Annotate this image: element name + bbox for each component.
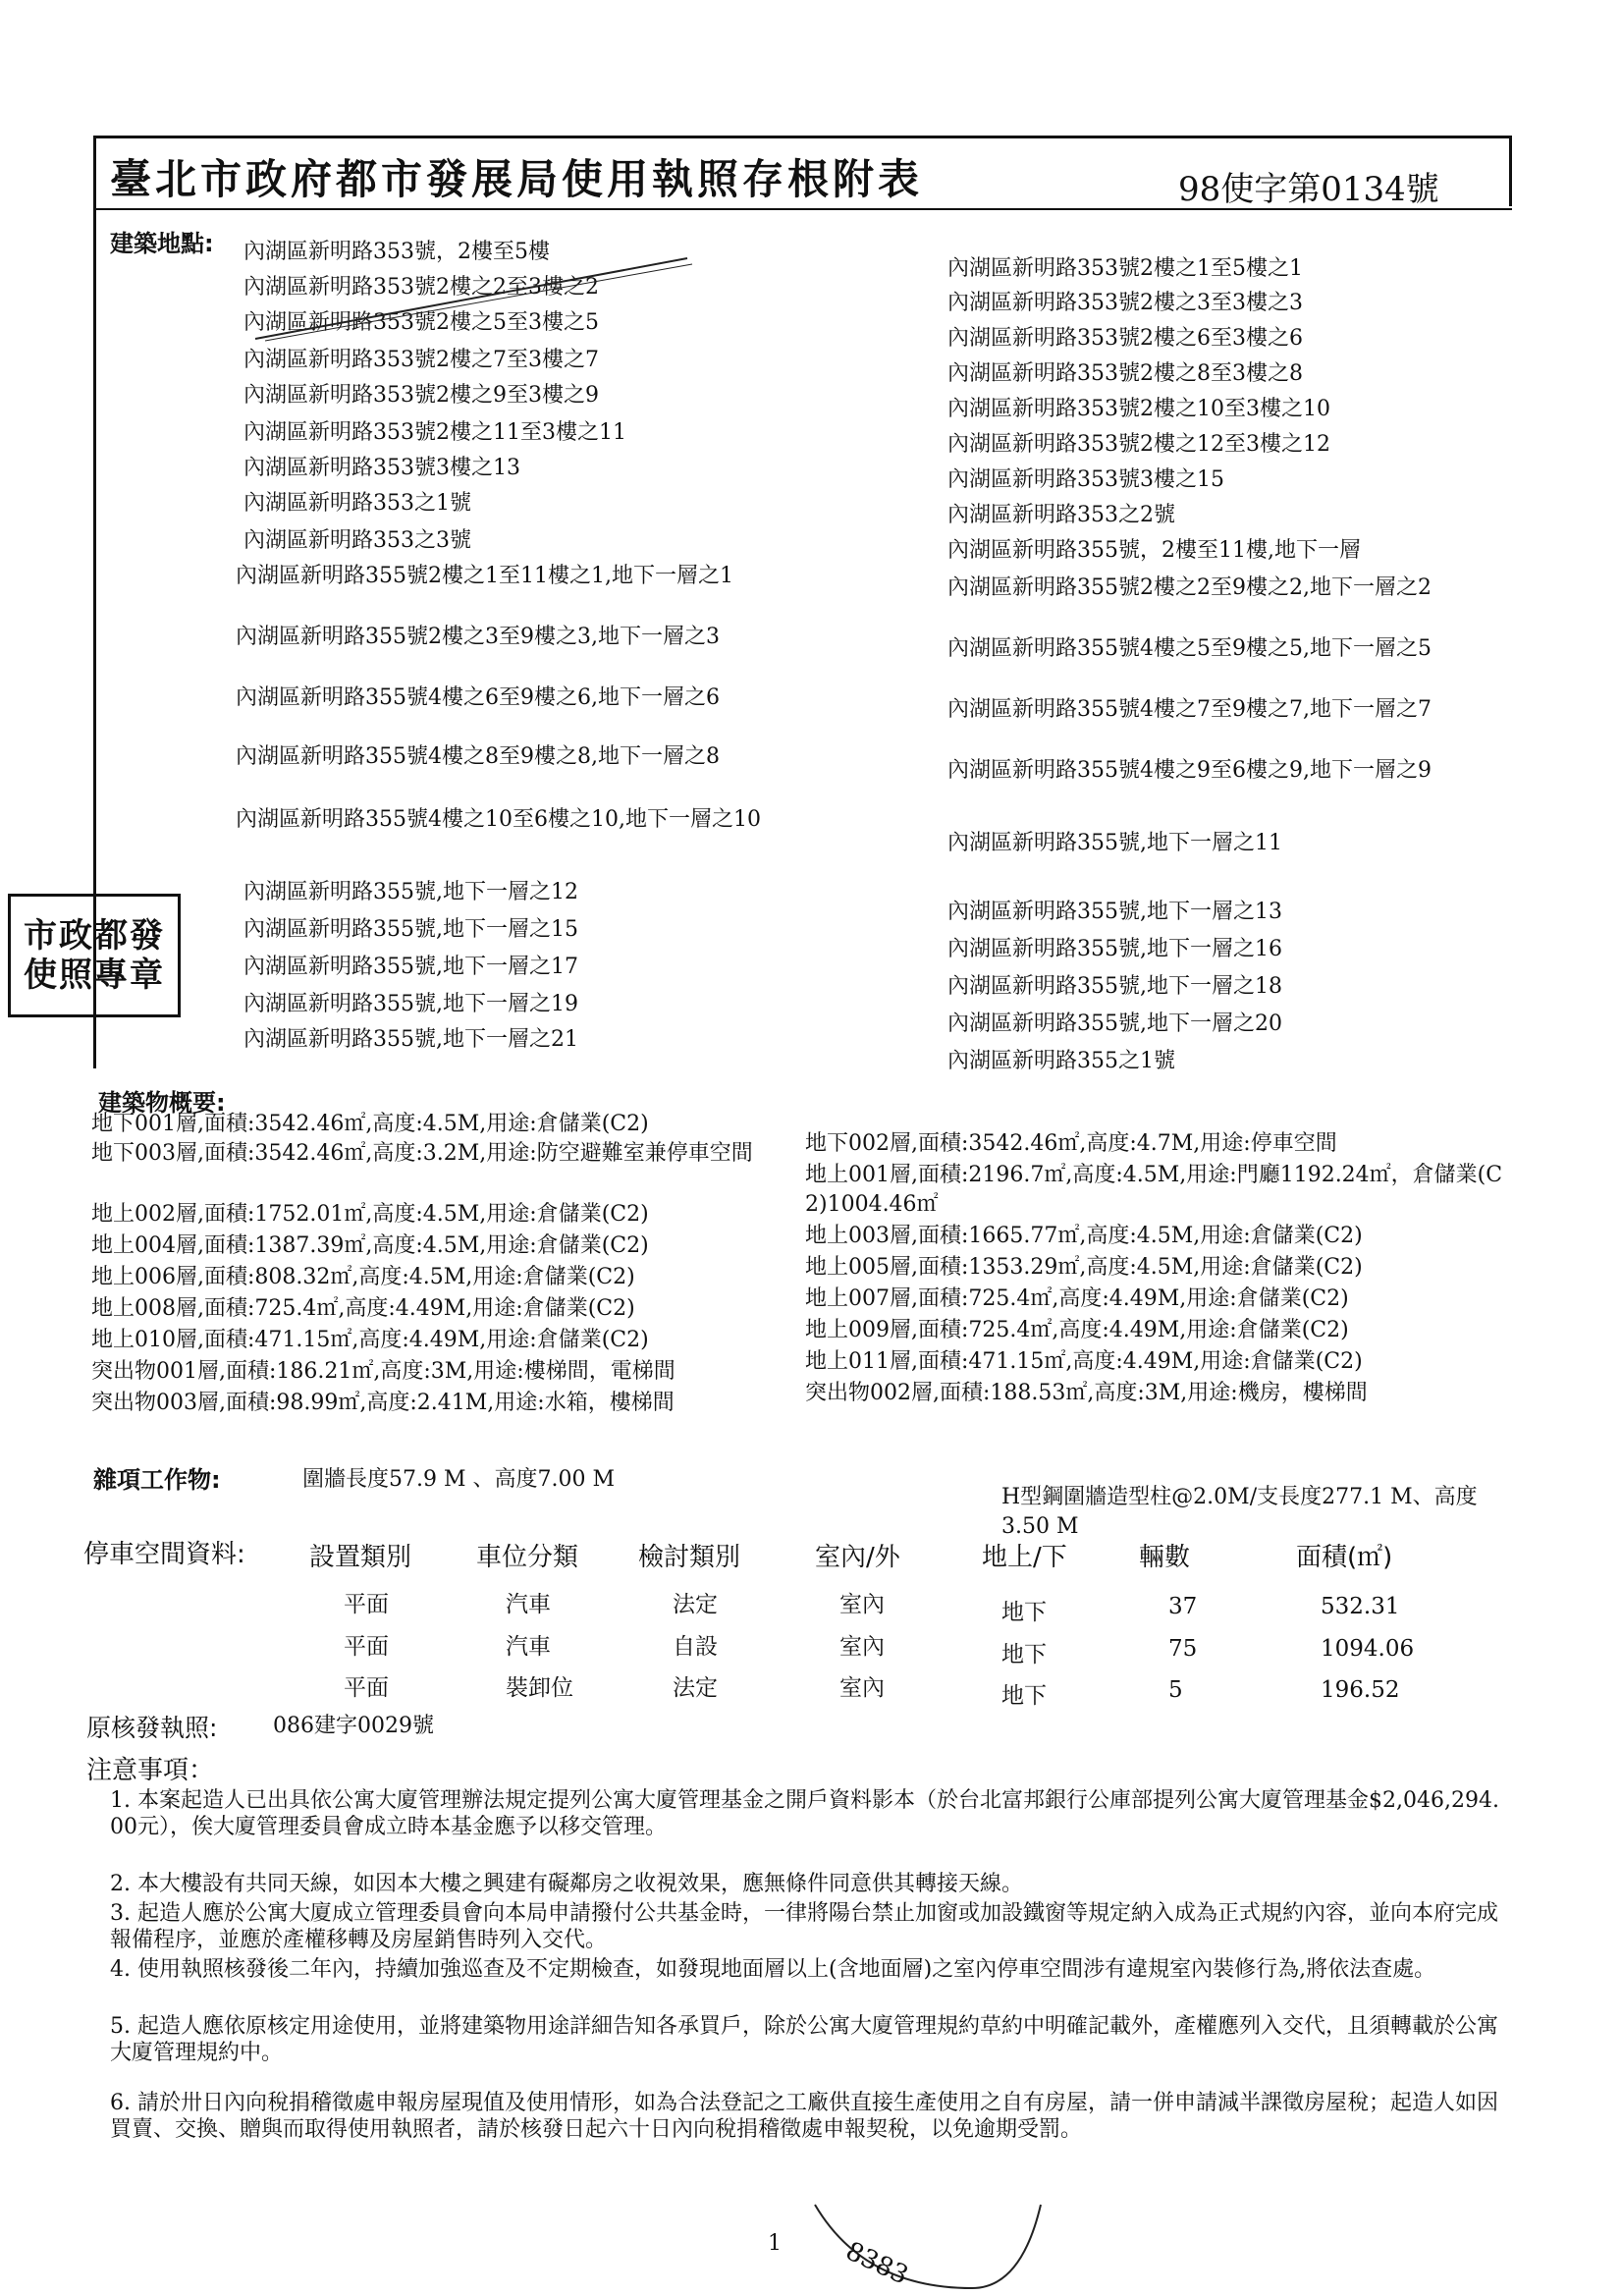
diagonal-stamp-mark xyxy=(236,250,697,344)
header-frame-top xyxy=(93,136,1512,138)
overview-right-item: 地上009層,面積:725.4㎡,高度:4.49M,用途:倉儲業(C2) xyxy=(805,1318,1349,1342)
parking-header-cell: 面積(㎡) xyxy=(1296,1543,1393,1572)
parking-cell: 汽車 xyxy=(506,1592,551,1617)
original-permit-label: 原核發執照: xyxy=(86,1714,218,1742)
location-left-item: 內湖區新明路355號2樓之1至11樓之1,地下一層之1 xyxy=(236,564,733,588)
parking-cell: 75 xyxy=(1168,1636,1198,1662)
location-left-item: 內湖區新明路355號,地下一層之19 xyxy=(243,992,578,1016)
footer-stamp-number: 8383 xyxy=(840,2236,913,2291)
location-right-item: 內湖區新明路355號,地下一層之13 xyxy=(947,900,1282,924)
location-right-item: 內湖區新明路355號，2樓至11樓,地下一層 xyxy=(947,538,1361,563)
parking-cell: 5 xyxy=(1168,1677,1183,1703)
parking-cell: 法定 xyxy=(673,1675,718,1701)
parking-header-cell: 設置類別 xyxy=(309,1543,412,1572)
location-right-item: 內湖區新明路355號,地下一層之11 xyxy=(947,831,1282,855)
parking-header-cell: 地上/下 xyxy=(982,1543,1067,1572)
overview-left-item: 地下001層,面積:3542.46㎡,高度:4.5M,用途:倉儲業(C2) xyxy=(91,1112,649,1136)
parking-header-cell: 檢討類別 xyxy=(638,1543,741,1572)
location-right-item: 內湖區新明路355號,地下一層之18 xyxy=(947,974,1282,999)
parking-label: 停車空間資料: xyxy=(83,1540,245,1569)
location-left-item: 內湖區新明路353之1號 xyxy=(243,491,471,516)
misc-right-text: H型鋼圍牆造型柱@2.0M/支長度277.1 M、高度3.50 M xyxy=(1001,1485,1478,1539)
misc-label: 雜項工作物: xyxy=(93,1466,221,1494)
official-seal: 市政都發 使照專章 xyxy=(8,894,181,1017)
permit-number: 98使字第0134號 xyxy=(1178,170,1439,209)
location-right-item: 內湖區新明路355之1號 xyxy=(947,1049,1175,1073)
location-right-item: 內湖區新明路355號4樓之5至9樓之5,地下一層之5 xyxy=(947,636,1432,661)
note-item: 2. 本大樓設有共同天線，如因本大樓之興建有礙鄰房之收視效果，應無條件同意供其轉接天線。 xyxy=(110,1872,1023,1896)
parking-cell: 平面 xyxy=(344,1592,389,1617)
location-right-item: 內湖區新明路353號2樓之10至3樓之10 xyxy=(947,397,1330,421)
parking-cell: 裝卸位 xyxy=(506,1675,573,1701)
location-left-item: 內湖區新明路353號2樓之9至3樓之9 xyxy=(243,383,599,408)
location-left-item: 內湖區新明路355號,地下一層之15 xyxy=(243,917,578,942)
note-item: 6. 請於卅日內向稅捐稽徵處申報房屋現值及使用情形，如為合法登記之工廠供直接生產使用之自有房屋，請一併申請減半課徵房屋稅；起造人如因買賣、交換、贈與而取得使用執照者，請於核發日起六十日內向稅捐稽徵處申報契稅，以免逾期受罰。 xyxy=(110,2091,1498,2142)
parking-cell: 平面 xyxy=(344,1634,389,1660)
overview-label: 建築物概要: xyxy=(98,1089,226,1117)
location-left-item: 內湖區新明路353號3樓之13 xyxy=(243,456,520,480)
location-right-item: 內湖區新明路355號4樓之7至9樓之7,地下一層之7 xyxy=(947,697,1432,722)
original-permit-value: 086建字0029號 xyxy=(273,1714,434,1738)
note-item: 3. 起造人應於公寓大廈成立管理委員會向本局申請撥付公共基金時，一律將陽台禁止加窗或加設鐵窗等規定納入成為正式規約內容，並向本府完成報備程序，並應於產權移轉及房屋銷售時列入交代。 xyxy=(110,1901,1498,1952)
location-left-item: 內湖區新明路353號，2樓至5樓 xyxy=(243,240,550,264)
overview-right-item: 地下002層,面積:3542.46㎡,高度:4.7M,用途:停車空間 xyxy=(805,1131,1337,1156)
location-left-item: 內湖區新明路353之3號 xyxy=(243,528,471,553)
overview-left-item: 突出物003層,面積:98.99㎡,高度:2.41M,用途:水箱，樓梯間 xyxy=(91,1391,675,1415)
overview-left-item: 地下003層,面積:3542.46㎡,高度:3.2M,用途:防空避難室兼停車空間 xyxy=(91,1141,753,1166)
parking-cell: 法定 xyxy=(673,1592,718,1617)
overview-right-item: 突出物002層,面積:188.53㎡,高度:3M,用途:機房，樓梯間 xyxy=(805,1381,1368,1405)
location-left-item: 內湖區新明路353號2樓之5至3樓之5 xyxy=(243,310,599,335)
location-left-item: 內湖區新明路353號2樓之2至3樓之2 xyxy=(243,275,599,300)
location-right-item: 內湖區新明路353號2樓之6至3樓之6 xyxy=(947,326,1303,351)
overview-left-item: 地上010層,面積:471.15㎡,高度:4.49M,用途:倉儲業(C2) xyxy=(91,1328,649,1352)
location-left-item: 內湖區新明路355號4樓之8至9樓之8,地下一層之8 xyxy=(236,744,720,769)
overview-right-item: 地上011層,面積:471.15㎡,高度:4.49M,用途:倉儲業(C2) xyxy=(805,1349,1363,1374)
location-left-item: 內湖區新明路355號4樓之10至6樓之10,地下一層之10 xyxy=(236,807,761,832)
notes-label: 注意事項： xyxy=(86,1756,215,1785)
overview-left-item: 突出物001層,面積:186.21㎡,高度:3M,用途:樓梯間，電梯間 xyxy=(91,1359,675,1384)
location-right-item: 內湖區新明路355號4樓之9至6樓之9,地下一層之9 xyxy=(947,758,1432,783)
misc-left-text: 圍牆長度57.9 M 、高度7.00 M xyxy=(302,1467,616,1492)
overview-left-item: 地上002層,面積:1752.01㎡,高度:4.5M,用途:倉儲業(C2) xyxy=(91,1202,649,1227)
footer-stamp-mark xyxy=(805,2195,1051,2293)
overview-left-item: 地上004層,面積:1387.39㎡,高度:4.5M,用途:倉儲業(C2) xyxy=(91,1233,649,1258)
parking-cell: 地下 xyxy=(1001,1600,1047,1625)
location-left-item: 內湖區新明路353號2樓之11至3樓之11 xyxy=(243,420,626,445)
location-right-item: 內湖區新明路355號2樓之2至9樓之2,地下一層之2 xyxy=(947,575,1432,600)
overview-right-item: 地上001層,面積:2196.7㎡,高度:4.5M,用途:門廳1192.24㎡，倉儲業(C2)1004.46㎡ xyxy=(805,1163,1503,1217)
parking-cell: 1094.06 xyxy=(1321,1636,1415,1662)
note-item: 4. 使用執照核發後二年內，持續加強巡查及不定期檢查，如發現地面層以上(含地面層)之室內停車空間涉有違規室內裝修行為,將依法查處。 xyxy=(110,1957,1436,1982)
location-right-item: 內湖區新明路355號,地下一層之16 xyxy=(947,937,1282,961)
parking-cell: 平面 xyxy=(344,1675,389,1701)
overview-right-item: 地上007層,面積:725.4㎡,高度:4.49M,用途:倉儲業(C2) xyxy=(805,1286,1349,1311)
location-right-item: 內湖區新明路353號2樓之12至3樓之12 xyxy=(947,432,1330,457)
parking-cell: 室內 xyxy=(839,1675,885,1701)
parking-header-cell: 室內/外 xyxy=(815,1543,900,1572)
note-item: 5. 起造人應依原核定用途使用，並將建築物用途詳細告知各承買戶，除於公寓大廈管理規約草約中明確記載外，產權應列入交代，且須轉載於公寓大廈管理規約中。 xyxy=(110,2014,1498,2065)
parking-cell: 37 xyxy=(1168,1594,1198,1619)
overview-left-item: 地上008層,面積:725.4㎡,高度:4.49M,用途:倉儲業(C2) xyxy=(91,1296,635,1321)
location-right-item: 內湖區新明路355號,地下一層之20 xyxy=(947,1011,1282,1036)
location-left-item: 內湖區新明路355號4樓之6至9樓之6,地下一層之6 xyxy=(236,685,720,710)
overview-left-item: 地上006層,面積:808.32㎡,高度:4.5M,用途:倉儲業(C2) xyxy=(91,1265,635,1289)
location-left-item: 內湖區新明路355號2樓之3至9樓之3,地下一層之3 xyxy=(236,625,720,649)
location-label: 建築地點: xyxy=(110,230,214,257)
parking-cell: 532.31 xyxy=(1321,1594,1400,1619)
location-right-item: 內湖區新明路353之2號 xyxy=(947,503,1175,527)
parking-cell: 室內 xyxy=(839,1634,885,1660)
location-right-item: 內湖區新明路353號2樓之3至3樓之3 xyxy=(947,291,1303,315)
location-right-item: 內湖區新明路353號2樓之1至5樓之1 xyxy=(947,256,1303,281)
parking-header-cell: 輛數 xyxy=(1139,1543,1191,1572)
parking-cell: 自設 xyxy=(673,1634,718,1660)
location-left-item: 內湖區新明路355號,地下一層之17 xyxy=(243,955,578,979)
parking-header-cell: 車位分類 xyxy=(476,1543,579,1572)
note-item: 1. 本案起造人已出具依公寓大廈管理辦法規定提列公寓大廈管理基金之開戶資料影本（於台北富邦銀行公庫部提列公寓大廈管理基金$2,046,294.00元），俟大廈管理委員會成立時本基金應予以移交管理。 xyxy=(110,1788,1499,1839)
parking-cell: 地下 xyxy=(1001,1683,1047,1709)
parking-cell: 196.52 xyxy=(1321,1677,1400,1703)
parking-cell: 汽車 xyxy=(506,1634,551,1660)
location-right-item: 內湖區新明路353號3樓之15 xyxy=(947,467,1224,492)
parking-cell: 地下 xyxy=(1001,1642,1047,1667)
overview-right-item: 地上005層,面積:1353.29㎡,高度:4.5M,用途:倉儲業(C2) xyxy=(805,1255,1363,1280)
location-right-item: 內湖區新明路353號2樓之8至3樓之8 xyxy=(947,361,1303,386)
location-left-item: 內湖區新明路355號,地下一層之21 xyxy=(243,1027,578,1052)
location-left-item: 內湖區新明路355號,地下一層之12 xyxy=(243,880,578,904)
parking-cell: 室內 xyxy=(839,1592,885,1617)
location-left-item: 內湖區新明路353號2樓之7至3樓之7 xyxy=(243,348,599,372)
page-number: 1 xyxy=(768,2231,782,2256)
page-title: 臺北市政府都市發展局使用執照存根附表 xyxy=(110,155,924,203)
overview-right-item: 地上003層,面積:1665.77㎡,高度:4.5M,用途:倉儲業(C2) xyxy=(805,1224,1363,1248)
header-frame-right xyxy=(1509,136,1512,206)
